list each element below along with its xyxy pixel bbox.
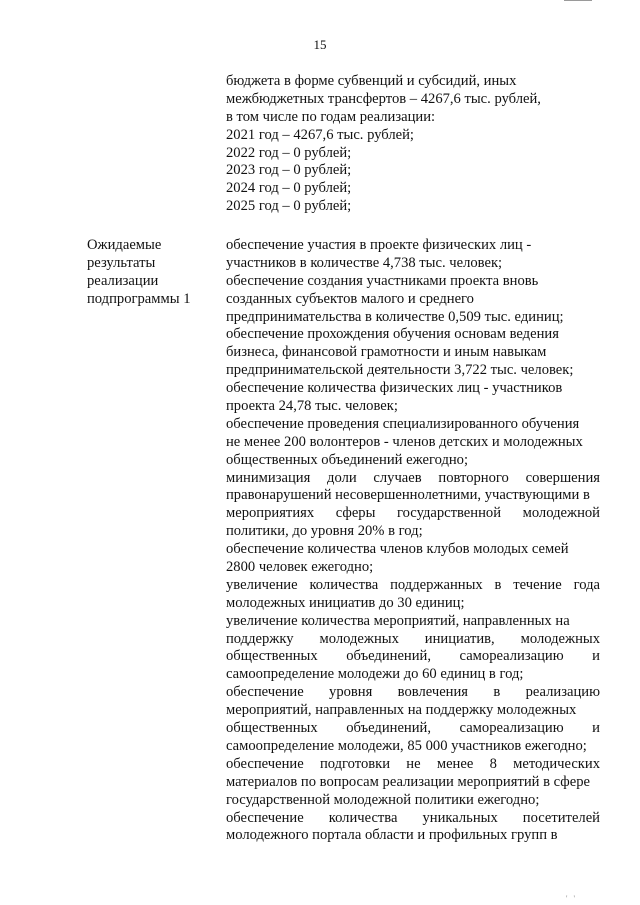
result-line: политики, до уровня 20% в год; xyxy=(226,523,423,540)
result-line: увеличение количества поддержанных в течение года xyxy=(226,576,600,593)
result-line: обеспечение проведения специализированного обучения xyxy=(226,415,580,432)
result-line: обеспечение создания участниками проекта вновь xyxy=(226,272,539,289)
result-line: обеспечение количества членов клубов молодых семей xyxy=(226,541,569,558)
result-line: обеспечение количества уникальных посетителей xyxy=(226,809,600,826)
result-line: предпринимательства в количестве 0,509 тыс. единиц; xyxy=(226,308,564,325)
result-line: бизнеса, финансовой грамотности и иным навыкам xyxy=(226,344,547,361)
result-line: минимизация доли случаев повторного совершения xyxy=(226,469,600,486)
result-line: обеспечение уровня вовлечения в реализацию xyxy=(226,684,600,701)
result-line: мероприятиях сферы государственной молодежной xyxy=(226,505,600,522)
result-line: обеспечение подготовки не менее 8 методических xyxy=(226,755,600,772)
result-line: молодежного портала области и профильных групп в xyxy=(226,827,558,844)
result-line: мероприятий, направленных на поддержку молодежных xyxy=(226,702,577,719)
funding-text-block xyxy=(226,73,600,216)
result-line: общественных объединений ежегодно; xyxy=(226,451,469,468)
page-number: 15 xyxy=(313,37,327,52)
result-line: обеспечение количества физических лиц - участников xyxy=(226,380,563,397)
result-line: участников в количестве 4,738 тыс. человек; xyxy=(226,254,503,271)
result-line: самоопределение молодежи, 85 000 участников ежегодно; xyxy=(226,737,587,754)
funding-line: в том числе по годам реализации: xyxy=(226,108,436,125)
result-line: правонарушений несовершеннолетними, участвующими в xyxy=(226,487,590,504)
funding-line: 2024 год – 0 рублей; xyxy=(226,180,352,197)
result-line: молодежных инициатив до 30 единиц; xyxy=(226,594,465,611)
scan-edge-mark xyxy=(564,0,592,4)
scan-footer-mark: ' ' xyxy=(566,894,577,903)
funding-line: 2022 год – 0 рублей; xyxy=(226,144,352,161)
result-line: созданных субъектов малого и среднего xyxy=(226,290,474,307)
result-line: поддержку молодежных инициатив, молодежных xyxy=(226,630,600,647)
results-label xyxy=(87,237,217,309)
funding-line: бюджета в форме субвенций и субсидий, иных xyxy=(226,73,517,89)
funding-line: 2021 год – 4267,6 тыс. рублей; xyxy=(226,126,414,143)
result-line: обеспечение участия в проекте физических лиц - xyxy=(226,237,532,253)
results-label-line: Ожидаемые xyxy=(87,237,162,253)
funding-line: межбюджетных трансфертов – 4267,6 тыс. рублей, xyxy=(226,90,541,107)
results-label-line: подпрограммы 1 xyxy=(87,290,191,307)
results-label-line: результаты xyxy=(87,254,156,271)
result-line: государственной молодежной политики ежегодно; xyxy=(226,791,540,808)
expected-results-text xyxy=(226,237,600,845)
funding-line: 2025 год – 0 рублей; xyxy=(226,198,352,215)
result-line: проекта 24,78 тыс. человек; xyxy=(226,398,398,415)
result-line: общественных объединений, самореализацию и xyxy=(226,720,600,737)
result-line: самоопределение молодежи до 60 единиц в год; xyxy=(226,666,524,683)
result-line: предпринимательской деятельности 3,722 тыс. человек; xyxy=(226,362,574,379)
result-line: общественных объединений, самореализацию и xyxy=(226,648,600,665)
result-line: 2800 человек ежегодно; xyxy=(226,559,374,576)
result-line: обеспечение прохождения обучения основам ведения xyxy=(226,326,559,343)
result-line: материалов по вопросам реализации мероприятий в сфере xyxy=(226,773,591,790)
result-line: увеличение количества мероприятий, направленных на xyxy=(226,612,570,629)
funding-line: 2023 год – 0 рублей; xyxy=(226,162,352,179)
result-line: не менее 200 волонтеров - членов детских и молодежных xyxy=(226,433,583,450)
results-label-line: реализации xyxy=(87,272,159,289)
